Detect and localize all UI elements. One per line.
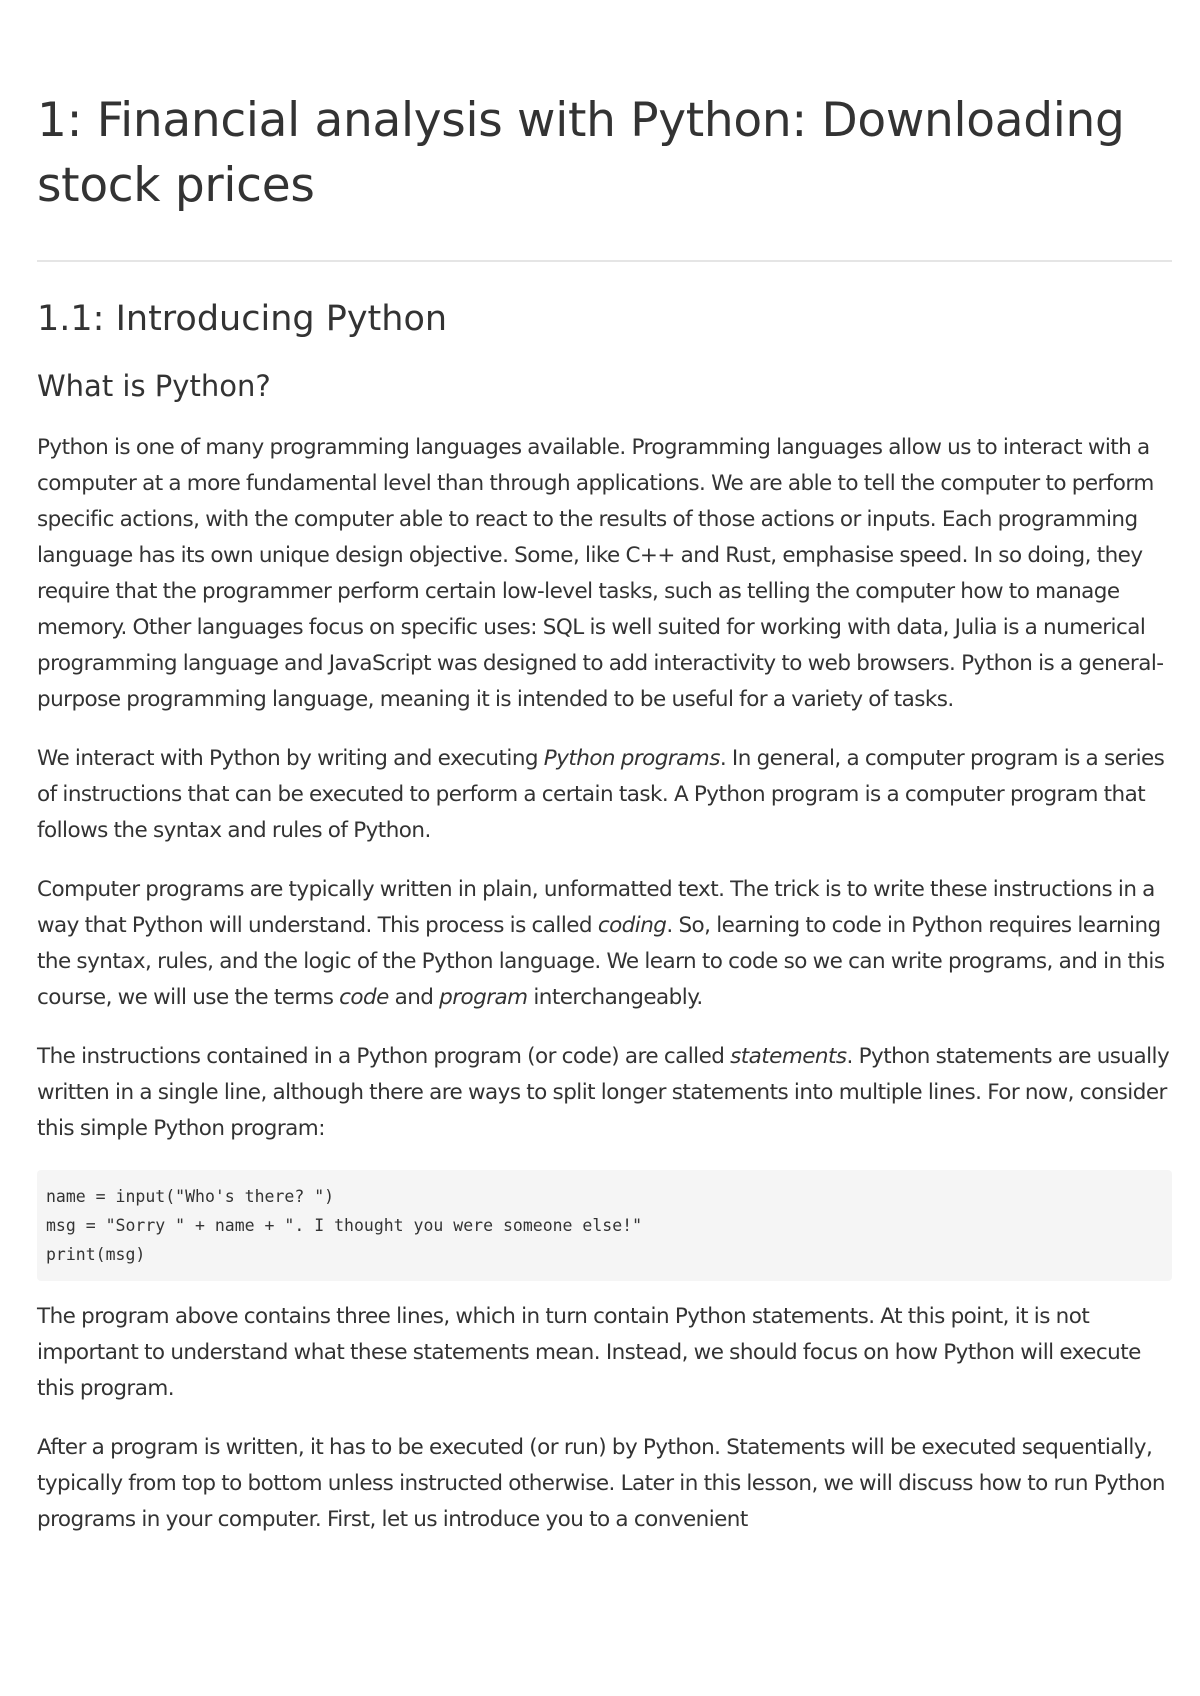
paragraph-text: interchangeably. [527, 985, 703, 1010]
paragraph-text: Computer programs are typically written in plain, unformatted text. The trick is to write these instructions in a way that Python will understand. This process is called [37, 877, 1155, 938]
code-line: msg = "Sorry " + name + ". I thought you were someone else!" [46, 1216, 643, 1235]
emphasis-statements: statements [730, 1044, 847, 1069]
paragraph-coding [37, 872, 1172, 1016]
paragraph-text: We interact with Python by writing and executing [37, 746, 544, 771]
code-line: print(msg) [46, 1245, 146, 1264]
code-block[interactable] [37, 1170, 1172, 1281]
paragraph-text: . Python statements are usually written in a single line, although there are ways to split longer statements into multiple lines. For now, consider this simple Python program: [37, 1044, 1170, 1141]
paragraph-text: and [388, 985, 440, 1010]
subsection-title: What is Python? [37, 369, 271, 403]
paragraph-text: . So, learning to code in Python requires learning the syntax, rules, and the logic of the Python language. We learn to code so we can write programs, and in this course, we will use the terms [37, 913, 1165, 1010]
emphasis-coding: coding [597, 913, 667, 938]
emphasis-program: program [439, 985, 528, 1010]
title-divider [37, 260, 1172, 262]
emphasis-code: code [339, 985, 389, 1010]
paragraph-statements [37, 1039, 1172, 1147]
section-title: 1.1: Introducing Python [37, 299, 448, 339]
paragraph-programs [37, 741, 1172, 849]
paragraph-intro: Python is one of many programming languages available. Programming languages allow us to interact with a computer at a more fundamental level than through applications. We are able to tell the computer to perform specific actions, with the computer able to react to the results of those actions or inputs. Each programming language has its own unique design objective. Some, like C++ and Rust, emphasise speed. In so doing, they require that the programmer perform certain low-level tasks, such as telling the computer how to manage memory. Other languages focus on specific uses: SQL is well suited for working with data, Julia is a numerical programming language and JavaScript was designed to add interactivity to web browsers. Python is a general-purpose programming language, meaning it is intended to be useful for a variety of tasks. [37, 435, 1164, 712]
paragraph-execution: The program above contains three lines, which in turn contain Python statements. At this point, it is not important to understand what these statements mean. Instead, we should focus on how Python will execute this program. [37, 1304, 1141, 1401]
paragraph-text: . In general, a computer program is a series of instructions that can be executed to perform a certain task. A Python program is a computer program that follows the syntax and rules of Python. [37, 746, 1165, 843]
code-line: name = input("Who's there? ") [46, 1187, 335, 1206]
page-title: 1: Financial analysis with Python: Downloading stock prices [37, 93, 1125, 213]
emphasis-python-programs: Python programs [543, 746, 720, 771]
paragraph-run: After a program is written, it has to be executed (or run) by Python. Statements will be executed sequentially, typically from top to bottom unless instructed otherwise. Later in this lesson, we will discuss how to run Python programs in your computer. First, let us introduce you to a convenient [37, 1435, 1165, 1532]
paragraph-text: The instructions contained in a Python program (or code) are called [37, 1044, 731, 1069]
